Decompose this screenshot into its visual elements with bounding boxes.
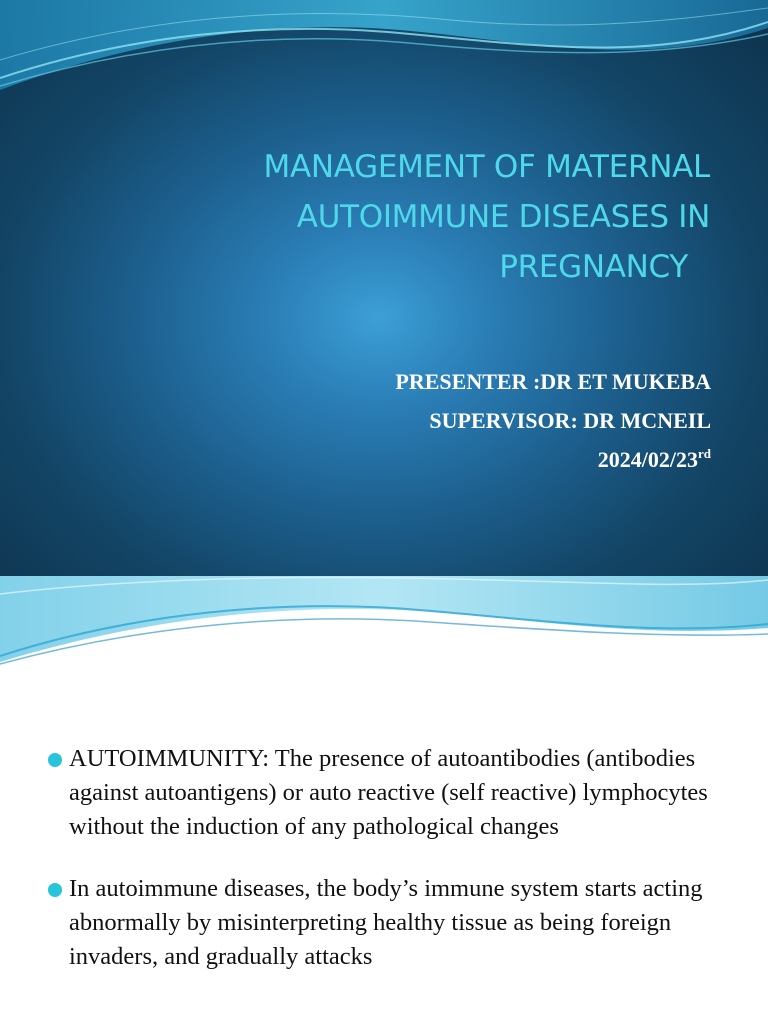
bullet-dot-icon: [48, 883, 62, 897]
date-suffix: rd: [698, 446, 711, 461]
presenter-info: [395, 362, 711, 479]
bullet-list: [48, 742, 738, 1002]
bullet-text: In autoimmune diseases, the body’s immune system starts acting abnormally by misinterpreting healthy tissue as being foreign invaders, and gradually attacks: [69, 875, 703, 970]
bullet-dot-icon: [48, 753, 62, 767]
title-line-1: MANAGEMENT OF MATERNAL: [263, 149, 710, 185]
bullet-item: [48, 742, 738, 844]
date-line: [395, 440, 711, 479]
supervisor-line: SUPERVISOR: DR MCNEIL: [429, 408, 711, 433]
bullet-text: AUTOIMMUNITY: The presence of autoantibodies (antibodies against autoantigens) or auto reactive (self reactive) lymphocytes without the induction of any pathological changes: [69, 745, 708, 840]
title-line-3: PREGNANCY: [499, 249, 688, 285]
bullet-item: [48, 872, 738, 974]
slide-title: [130, 142, 710, 292]
presenter-line: PRESENTER :DR ET MUKEBA: [395, 369, 711, 394]
date-value: 2024/02/23: [597, 447, 698, 472]
content-slide: [0, 576, 768, 1024]
top-wave-decoration: [0, 0, 768, 100]
content-wave-decoration: [0, 576, 768, 666]
title-line-2: AUTOIMMUNE DISEASES IN: [296, 199, 710, 235]
